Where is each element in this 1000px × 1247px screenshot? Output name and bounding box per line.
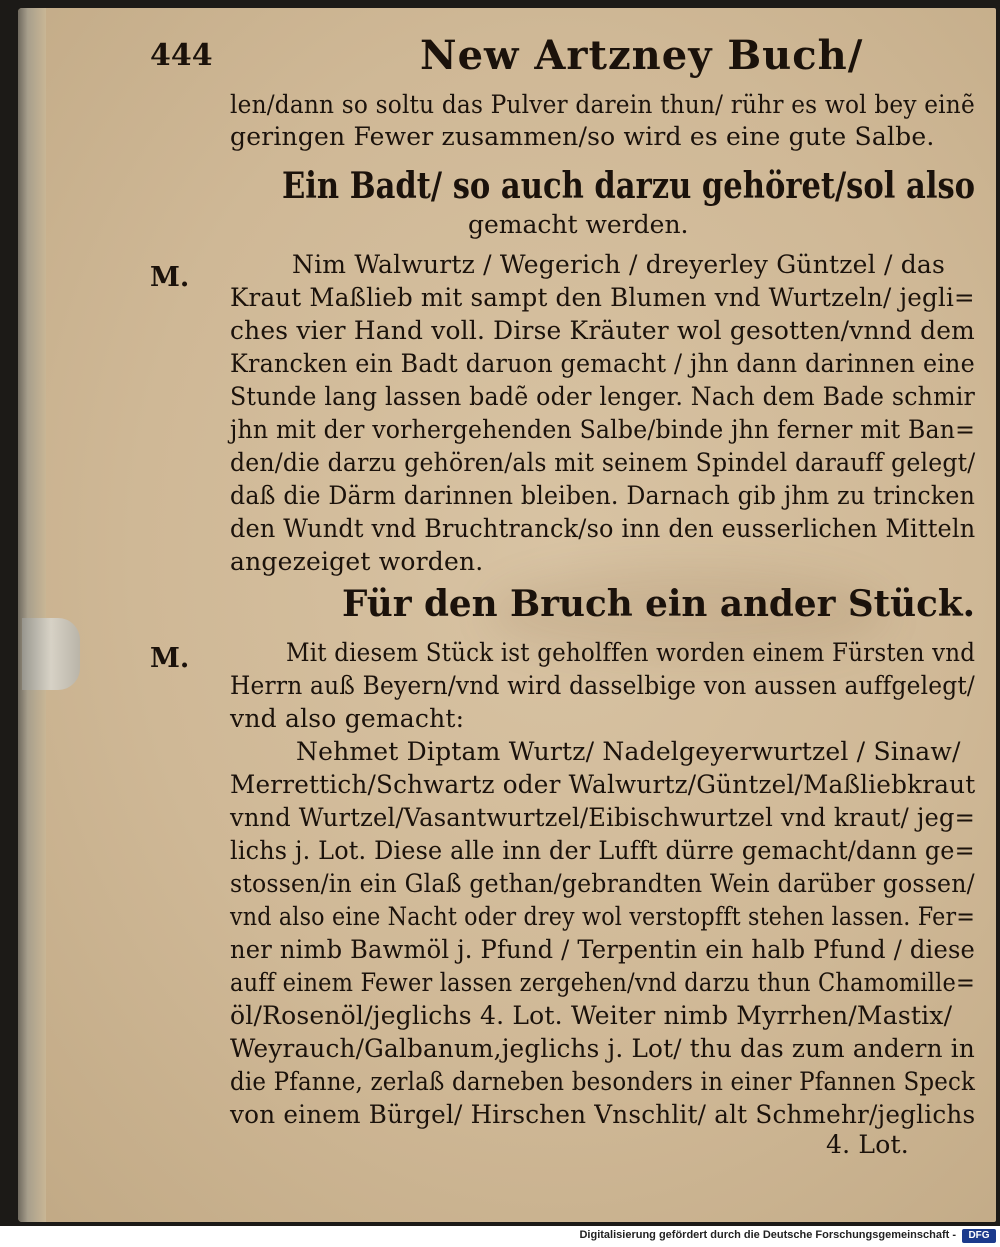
text-line: vnd also gemacht: [230,704,465,733]
text-line: Merrettich/Schwartz oder Walwurtz/Güntzel/Maßliebkraut [230,770,976,799]
text-line: Kraut Maßlieb mit sampt den Blumen vnd Wurtzeln/ jegli= [230,283,975,312]
text-line: 4. Lot. [826,1130,909,1159]
section-heading: Ein Badt/ so auch darzu gehöret/sol also [282,165,976,207]
running-head: New Artzney Buch/ [420,32,864,79]
text-line: ner nimb Bawmöl j. Pfund / Terpentin ein halb Pfund / diese [230,935,976,964]
text-line: die Pfanne, zerlaß darneben besonders in einer Pfannen Speck [230,1067,976,1096]
text-line: vnnd Wurtzel/Vasantwurtzel/Eibischwurtzel vnd kraut/ jeg= [230,803,976,832]
text-line: geringen Fewer zusammen/so wird es eine gute Salbe. [230,122,935,151]
text-line: öl/Rosenöl/jeglichs 4. Lot. Weiter nimb Myrrhen/Mastix/ [230,1001,953,1030]
text-line: den Wundt vnd Bruchtranck/so inn den eusserlichen Mitteln [230,514,976,543]
page-binding-edge [18,8,46,1222]
text-line: len/dann so soltu das Pulver darein thun/ rühr es wol bey einẽ [230,90,975,119]
text-line: jhn mit der vorhergehenden Salbe/binde jhn ferner mit Ban= [230,415,976,444]
text-line: angezeiget worden. [230,547,484,576]
text-line: auff einem Fewer lassen zergehen/vnd darzu thun Chamomille= [230,968,976,997]
footer-credit: Digitalisierung gefördert durch die Deutsche Forschungsgemeinschaft - [579,1229,956,1241]
text-line: den/die darzu gehören/als mit seinem Spindel darauff gelegt/ [230,448,976,477]
section-heading: Für den Bruch ein ander Stück. [342,583,976,625]
text-line: vnd also eine Nacht oder drey wol verstopfft stehen lassen. Fer= [230,902,976,931]
text-line: Krancken ein Badt daruon gemacht / jhn dann darinnen eine [230,349,975,378]
text-line: Stunde lang lassen badẽ oder lenger. Nach dem Bade schmir [230,382,976,411]
text-line: Herrn auß Beyern/vnd wird dasselbige von aussen auffgelegt/ [230,671,975,700]
section-subheading: gemacht werden. [468,210,689,239]
text-line: Nim Walwurtz / Wegerich / dreyerley Güntzel / das [292,250,946,279]
marginal-note: M. [150,643,190,674]
page-clip [22,618,80,690]
text-line: ches vier Hand voll. Dirse Kräuter wol gesotten/vnnd dem [230,316,975,345]
text-line: Mit diesem Stück ist geholffen worden einem Fürsten vnd [286,638,976,667]
text-line: lichs j. Lot. Diese alle inn der Lufft dürre gemacht/dann ge= [230,836,975,865]
text-line: von einem Bürgel/ Hirschen Vnschlit/ alt Schmehr/jeglichs [230,1100,976,1129]
dfg-logo: DFG [962,1229,996,1243]
text-line: Nehmet Diptam Wurtz/ Nadelgeyerwurtzel / Sinaw/ [296,737,961,766]
text-line: Weyrauch/Galbanum,jeglichs j. Lot/ thu das zum andern in [230,1034,975,1063]
footer-bar [0,1226,1000,1247]
page-number: 444 [150,38,213,73]
text-line: stossen/in ein Glaß gethan/gebrandten Wein darüber gossen/ [230,869,975,898]
text-line: daß die Därm darinnen bleiben. Darnach gib jhm zu trincken [230,481,976,510]
marginal-note: M. [150,262,190,293]
